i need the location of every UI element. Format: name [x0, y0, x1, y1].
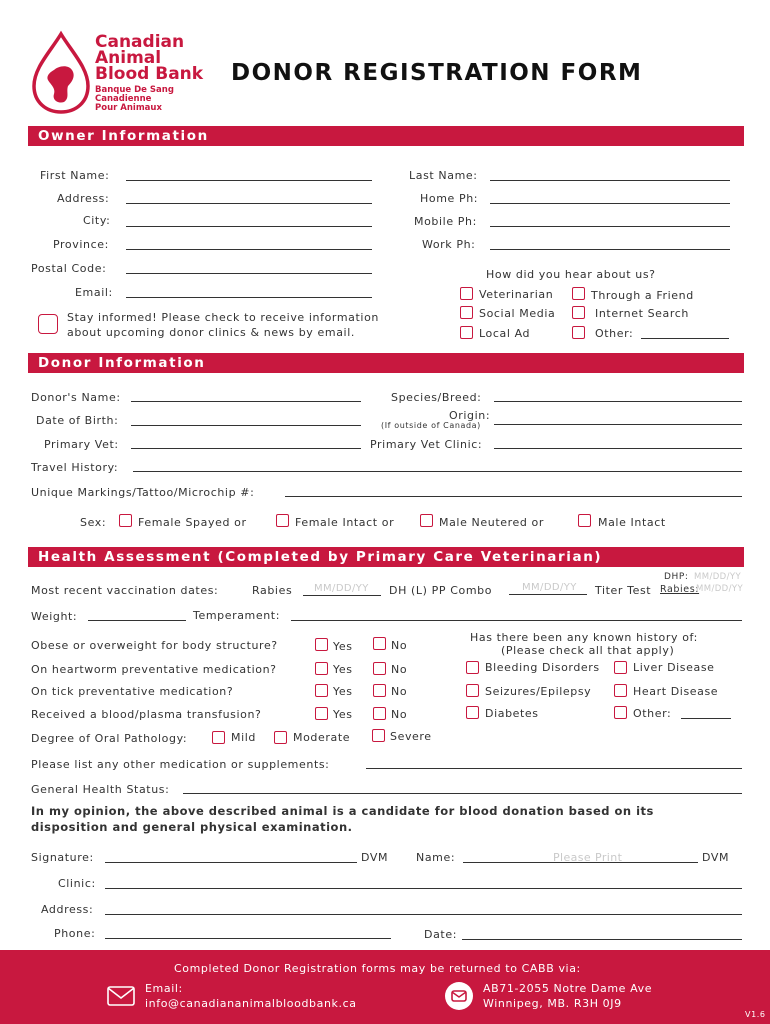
first-name-label: First Name: [40, 169, 110, 182]
species-field[interactable] [494, 401, 742, 402]
friend-checkbox[interactable] [572, 287, 585, 300]
dh-combo-date-placeholder: MM/DD/YY [522, 582, 577, 593]
tick-yes-label: Yes [333, 685, 353, 698]
heartworm-no-label: No [391, 663, 408, 676]
obese-yes-checkbox[interactable] [315, 638, 328, 651]
general-health-field[interactable] [183, 793, 742, 794]
social-media-label: Social Media [479, 307, 556, 320]
tick-no-checkbox[interactable] [373, 684, 386, 697]
sex-label: Sex: [80, 516, 107, 529]
other-history-checkbox[interactable] [614, 706, 627, 719]
heartworm-yes-label: Yes [333, 663, 353, 676]
work-ph-label: Work Ph: [422, 238, 476, 251]
footer-address-line-1: AB71-2055 Notre Dame Ave [483, 982, 653, 995]
date-label: Date: [424, 928, 457, 941]
vaccination-label: Most recent vaccination dates: [31, 584, 219, 597]
home-ph-field[interactable] [490, 203, 730, 204]
footer-email-label: Email: [145, 982, 183, 995]
province-field[interactable] [126, 249, 372, 250]
footer [0, 950, 770, 1024]
hear-about-label: How did you hear about us? [486, 268, 656, 281]
mild-checkbox[interactable] [212, 731, 225, 744]
vet-address-label: Address: [41, 903, 94, 916]
transfusion-no-label: No [391, 708, 408, 721]
male-intact-checkbox[interactable] [578, 514, 591, 527]
work-ph-field[interactable] [490, 249, 730, 250]
male-neutered-checkbox[interactable] [420, 514, 433, 527]
history-note: (Please check all that apply) [501, 644, 675, 657]
origin-label: Origin: [449, 409, 491, 422]
last-name-label: Last Name: [409, 169, 478, 182]
name-dvm-label: DVM [702, 851, 730, 864]
address-field[interactable] [126, 203, 372, 204]
opinion-line-1: In my opinion, the above described animal is a candidate for blood donation based on its [31, 804, 654, 818]
blood-drop-logo-icon [28, 30, 94, 116]
other-source-label: Other: [595, 327, 634, 340]
local-ad-label: Local Ad [479, 327, 531, 340]
veterinarian-label: Veterinarian [479, 288, 554, 301]
logo-fr-1: Banque De Sang [95, 85, 174, 95]
local-ad-checkbox[interactable] [460, 326, 473, 339]
page-title: DONOR REGISTRATION FORM [231, 60, 643, 86]
signature-dvm-label: DVM [361, 851, 389, 864]
diabetes-label: Diabetes [485, 707, 539, 720]
signature-label: Signature: [31, 851, 94, 864]
stay-informed-checkbox[interactable] [38, 314, 58, 334]
other-source-field[interactable] [641, 338, 729, 339]
markings-field[interactable] [285, 496, 742, 497]
footer-address-line-2: Winnipeg, MB. R3H 0J9 [483, 997, 622, 1010]
medications-label: Please list any other medication or supplements: [31, 758, 330, 771]
home-ph-label: Home Ph: [420, 192, 479, 205]
dob-label: Date of Birth: [36, 414, 119, 427]
obese-label: Obese or overweight for body structure? [31, 639, 278, 652]
severe-checkbox[interactable] [372, 729, 385, 742]
medications-field[interactable] [366, 768, 742, 769]
name-label: Name: [416, 851, 456, 864]
name-placeholder: Please Print [553, 851, 623, 864]
logo [28, 30, 213, 120]
transfusion-no-checkbox[interactable] [373, 707, 386, 720]
primary-vet-field[interactable] [131, 448, 361, 449]
mobile-ph-field[interactable] [490, 226, 730, 227]
version-label: V1.6 [745, 1010, 766, 1019]
temperament-label: Temperament: [193, 609, 281, 622]
weight-label: Weight: [31, 610, 78, 623]
stay-informed-line-1: Stay informed! Please check to receive information [67, 311, 379, 324]
donor-name-label: Donor's Name: [31, 391, 121, 404]
dhp-label: DHP: [664, 572, 689, 582]
logo-line-2: Animal [95, 48, 162, 68]
health-section-header: Health Assessment (Completed by Primary Care Veterinarian) [28, 547, 744, 567]
other-history-label: Other: [633, 707, 672, 720]
veterinarian-checkbox[interactable] [460, 287, 473, 300]
rabies-label: Rabies [252, 584, 293, 597]
transfusion-yes-label: Yes [333, 708, 353, 721]
email-label: Email: [75, 286, 113, 299]
postal-code-field[interactable] [126, 273, 372, 274]
bleeding-label: Bleeding Disorders [485, 661, 600, 674]
province-label: Province: [53, 238, 109, 251]
tick-no-label: No [391, 685, 408, 698]
seizures-label: Seizures/Epilepsy [485, 685, 592, 698]
bleeding-checkbox[interactable] [466, 661, 479, 674]
dhp-date-placeholder: MM/DD/YY [694, 572, 742, 582]
tick-yes-checkbox[interactable] [315, 684, 328, 697]
species-label: Species/Breed: [391, 391, 482, 404]
liver-label: Liver Disease [633, 661, 715, 674]
clinic-field[interactable] [105, 888, 742, 889]
owner-section-header: Owner Information [28, 126, 744, 146]
logo-line-3: Blood Bank [95, 64, 204, 84]
other-source-checkbox[interactable] [572, 326, 585, 339]
rabies-date-field[interactable] [303, 595, 381, 596]
logo-fr-2: Canadienne [95, 94, 152, 104]
logo-fr-3: Pour Animaux [95, 103, 162, 113]
travel-history-field[interactable] [133, 471, 742, 472]
tick-label: On tick preventative medication? [31, 685, 234, 698]
transfusion-yes-checkbox[interactable] [315, 707, 328, 720]
primary-vet-clinic-field[interactable] [494, 448, 742, 449]
phone-field[interactable] [105, 938, 391, 939]
address-label: Address: [57, 192, 110, 205]
dob-field[interactable] [131, 425, 361, 426]
heart-label: Heart Disease [633, 685, 719, 698]
friend-label: Through a Friend [591, 289, 694, 302]
city-field[interactable] [126, 226, 372, 227]
date-field[interactable] [462, 939, 742, 940]
first-name-field[interactable] [126, 180, 372, 181]
female-intact-label: Female Intact or [295, 516, 395, 529]
name-field[interactable] [463, 862, 698, 863]
severe-label: Severe [390, 730, 432, 743]
titer-rabies-date-placeholder: MM/DD/YY [696, 584, 744, 594]
female-intact-checkbox[interactable] [276, 514, 289, 527]
travel-history-label: Travel History: [31, 461, 119, 474]
moderate-checkbox[interactable] [274, 731, 287, 744]
social-media-checkbox[interactable] [460, 306, 473, 319]
heartworm-label: On heartworm preventative medication? [31, 663, 277, 676]
dh-combo-date-field[interactable] [509, 594, 587, 595]
diabetes-checkbox[interactable] [466, 706, 479, 719]
titer-test-label: Titer Test [595, 584, 652, 597]
footer-returned-text: Completed Donor Registration forms may be returned to CABB via: [174, 962, 581, 975]
internet-search-checkbox[interactable] [572, 306, 585, 319]
mobile-ph-label: Mobile Ph: [414, 215, 477, 228]
origin-note: (If outside of Canada) [381, 421, 481, 430]
obese-no-checkbox[interactable] [373, 637, 386, 650]
female-spayed-label: Female Spayed or [138, 516, 247, 529]
vet-address-field[interactable] [105, 914, 742, 915]
transfusion-label: Received a blood/plasma transfusion? [31, 708, 262, 721]
opinion-line-2: disposition and general physical examination. [31, 820, 353, 834]
signature-field[interactable] [105, 862, 357, 863]
phone-label: Phone: [54, 927, 96, 940]
titer-rabies-label: Rabies: [660, 584, 700, 595]
primary-vet-label: Primary Vet: [44, 438, 119, 451]
moderate-label: Moderate [293, 731, 351, 744]
logo-line-1: Canadian [95, 32, 185, 52]
footer-email[interactable]: info@canadiananimalbloodbank.ca [145, 997, 357, 1010]
donor-section-header: Donor Information [28, 353, 744, 373]
obese-yes-label: Yes [333, 640, 353, 653]
markings-label: Unique Markings/Tattoo/Microchip #: [31, 486, 255, 499]
weight-field[interactable] [88, 620, 186, 621]
seizures-checkbox[interactable] [466, 684, 479, 697]
donor-name-field[interactable] [131, 401, 361, 402]
history-label: Has there been any known history of: [470, 631, 698, 644]
obese-no-label: No [391, 639, 408, 652]
internet-search-label: Internet Search [595, 307, 689, 320]
stay-informed-line-2: about upcoming donor clinics & news by email. [67, 326, 355, 339]
mild-label: Mild [231, 731, 256, 744]
heartworm-no-checkbox[interactable] [373, 662, 386, 675]
primary-vet-clinic-label: Primary Vet Clinic: [370, 438, 483, 451]
liver-checkbox[interactable] [614, 661, 627, 674]
temperament-field[interactable] [291, 620, 742, 621]
rabies-date-placeholder: MM/DD/YY [314, 583, 369, 594]
city-label: City: [83, 214, 111, 227]
dh-combo-label: DH (L) PP Combo [389, 584, 493, 597]
clinic-label: Clinic: [58, 877, 96, 890]
heart-checkbox[interactable] [614, 684, 627, 697]
general-health-label: General Health Status: [31, 783, 170, 796]
mailbox-icon [444, 981, 474, 1011]
origin-field[interactable] [494, 424, 742, 425]
male-intact-label: Male Intact [598, 516, 666, 529]
female-spayed-checkbox[interactable] [119, 514, 132, 527]
postal-code-label: Postal Code: [31, 262, 107, 275]
oral-pathology-label: Degree of Oral Pathology: [31, 732, 188, 745]
other-history-field[interactable] [681, 718, 731, 719]
envelope-icon [107, 986, 135, 1006]
last-name-field[interactable] [490, 180, 730, 181]
male-neutered-label: Male Neutered or [439, 516, 544, 529]
heartworm-yes-checkbox[interactable] [315, 662, 328, 675]
email-field[interactable] [126, 297, 372, 298]
